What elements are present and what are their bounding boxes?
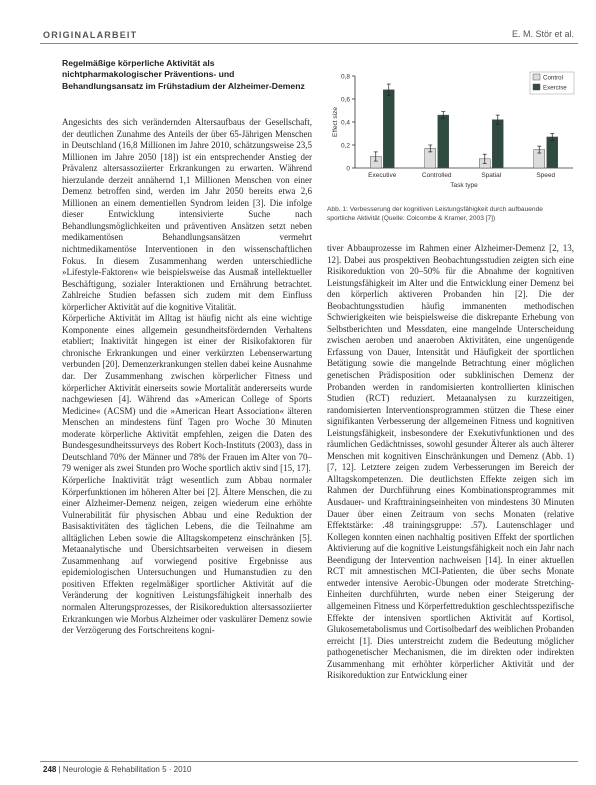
paragraph: tiver Abbauprozesse im Rahmen einer Alzheimer-Demenz [2, 13, 12]. Dabei aus prospektiven Beobachtungsstudien zeigten sich eine Risikoreduktion von 20–50% für die Abnahme der kognitiven Leistungsfähigkeit im Alter und die Entwicklung einer Demenz bei den körperlich aktiveren Probanden hin [2]. Die der Beobachtungsstudien häufig immanenten methodischen Schwierigkeiten wie beispielsweise die diskrepante Erhebung von Selbstberichten und Messdaten, eine mangelnde Unterscheidung zwischen aeroben und anaeroben Aktivitäten, eine ungenügende Erfassung von Dauer, Intensität und Häufigkeit der sportlichen Betätigung sowie die mangelnde Betrachtung einer möglichen genetischen Prädisposition oder subklinischen Demenz der Probanden werden in randomisierten kontrollierten klinischen Studien (RCT) reduziert. Metaanalysen zu kurzzeitigen, randomisierten Interventionsprogrammen stützen die These einer signifikanten Verbesserung der allgemeinen Fitness und kognitiven Leistungsfähigkeit, insbesondere der Exekutivfunktionen und des räumlichen Gedächtnisses, sowohl gesunder Älterer als auch älterer Menschen mit kognitiven Einschränkungen und Demenz (Abb. 1) [7, 12]. Letztere zeigen zudem Verbesserungen im Bereich der Alltagskompetenzen. Die deutlichsten Effekte zeigen sich im Rahmen der Durchführung eines Kombinationsprogrammes mit Ausdauer- und Krafttrainingseinheiten von mindestens 30 Minuten Dauer über einen Zeitraum von sechs Monaten (relative Effektstärke: .48 trainingsgruppe: .57). Lautenschlager und Kollegen konnten einen nachhaltig positiven Effekt der sportlichen Aktivierung auf die kognitive Leistungsfähigkeit noch ein Jahr nach Beendigung der Intervention nachweisen [14]. In einer aktuellen RCT mit amnestischen MCI-Patienten, die über sechs Monate entweder intensive Aerobic-Übungen oder moderate Stretching-Einheiten durchführten, wurde neben einer Steigerung der allgemeinen Fitness und Körperfettreduktion geschlechtsspezifische Effekte der intensiven sportlichen Aktivität auf Kortisol, Glukosemetabolismus und Cortisolbedarf des weiblichen Probanden erreicht [1]. Dies unterstreicht zudem die Bedeutung möglicher pathogenetischer Mechanismen, die im direkten oder indirekten Zusammenhang mit erhöhter körperlicher Aktivität und der Risikoreduktion zur Entwicklung einer bbox=[327, 243, 574, 681]
paragraph: Angesichts des sich verändernden Altersaufbaus der Gesellschaft, der deutlichen Zunahme des Anteils der über 65-Jährigen Menschen in Deutschland (16,8 Millionen im Jahre 2010, schätzungsweise 23,5 Millionen im Jahre 2050 [18]) ist ein entsprechender Anstieg der Prävalenz altersassoziierter Erkrankungen zu erwarten. Während hierzulande derzeit annähernd 1,1 Millionen Menschen von einer Demenz betroffen sind, werden im Jahr 2050 bereits etwa 2,6 Millionen an einem dementiellen Syndrom leiden [3]. Die infolge dieser Entwicklung intensivierte Suche nach Behandlungsmöglichkeiten und präventiven Ansätzen setzt neben medikamentösen Behandlungsansätzen vermehrt nichtmedikamentöse Interventionen in den wissenschaftlichen Fokus. In diesem Zusammenhang werden unterschiedliche »Lifestyle-Faktoren« wie beispielsweise das Ausmaß intellektueller Beschäftigung, sozialer Interaktionen und Ernährung betrachtet. Zahlreiche Studien befassen sich zudem mit dem Einfluss körperlicher Aktivität auf die kognitive Vitalität. bbox=[62, 117, 312, 312]
y-tick-label: 0,8 bbox=[340, 73, 350, 81]
legend-swatch bbox=[533, 74, 540, 80]
bar-exercise bbox=[383, 90, 394, 168]
x-tick-label: Speed bbox=[536, 172, 556, 179]
paragraph: Körperliche Aktivität im Alltag ist häufig nicht als eine wichtige Komponente eines allgemein gesundheitsfördernden Verhaltens etabliert; Inaktivität hingegen ist einer der Risikofaktoren für chronische Erkrankungen und einer verkürzten Lebenserwartung verbunden [20]. Demenzerkrankungen stellen dabei keine Ausnahme dar. Der Zusammenhang zwischen körperlicher Fitness und körperlicher Aktivität einerseits sowie Mortalität andererseits wurde nachgewiesen [4]. Während das »American College of Sports Medicine« (ACSM) und die »American Heart Association« älteren Menschen an mindestens fünf Tagen pro Woche 30 Minuten moderate körperliche Aktivität empfehlen, zeigen die Daten des Bundesgesundheitssurveys des Robert Koch-Instituts (2003), dass in Deutschland 70% der Männer und 78% der Frauen im Alter von 70–79 weniger als zwei Stunden pro Woche sportlich aktiv sind [15, 17]. bbox=[62, 313, 312, 474]
journal-name: | Neurologie & Rehabilitation 5 · 2010 bbox=[58, 765, 192, 774]
y-tick-label: 0 bbox=[346, 165, 350, 173]
y-tick-label: 0,4 bbox=[340, 119, 350, 127]
y-tick-label: 0,6 bbox=[340, 96, 350, 104]
left-text-column bbox=[62, 117, 312, 757]
x-tick-label: Executive bbox=[368, 172, 397, 179]
bar-exercise bbox=[547, 137, 558, 168]
x-tick-label: Controlled bbox=[421, 172, 452, 179]
figure-caption: Abb. 1: Verbesserung der kognitiven Leistungsfähigkeit durch aufbauende sportliche Aktivität (Quelle: Colcombe & Kramer, 2003 [7]) bbox=[327, 206, 543, 222]
effect-size-bar-chart bbox=[327, 68, 583, 206]
bar-exercise bbox=[492, 120, 503, 168]
right-text-column bbox=[327, 243, 574, 757]
y-axis-label: Effect size bbox=[332, 107, 339, 137]
page-number: 248 bbox=[43, 765, 57, 774]
bar-exercise bbox=[438, 115, 449, 168]
header-divider bbox=[40, 43, 578, 44]
page-footer bbox=[43, 765, 191, 774]
x-axis-label: Task type bbox=[450, 182, 478, 189]
legend-label: Exercise bbox=[543, 84, 567, 92]
paragraph: Körperliche Inaktivität trägt wesentlich zum Abbau normaler Körperfunktionen im höheren Alter bei [2]. Ältere Menschen, die zu einer Alzheimer-Demenz neigen, zeigen wiederum eine erhöhte Vulnerabilität für physischen Abbau und eine Reduktion der Basisaktivitäten des täglichen Lebens, die die Teilnahme am alltäglichen Leben sowie die Alltagskompetenz einschränken [5]. Metaanalytische und Übersichtsarbeiten verweisen in diesem Zusammenhang auf vorwiegend positive Ergebnisse aus epidemiologischen Untersuchungen und Humanstudien zu den positiven Effekten regelmäßiger sportlicher Aktivität auf die Veränderung der kognitiven Leistungsfähigkeit innerhalb des normalen Alterungsprozesses, der Risikoreduktion altersassoziierter Erkrankungen wie Morbus Alzheimer oder vaskulärer Demenz sowie der Verzögerung des Fortschreitens kogni- bbox=[62, 474, 312, 636]
author-running-head: E. M. Stör et al. bbox=[511, 29, 574, 39]
y-tick-label: 0,2 bbox=[340, 142, 350, 150]
legend-swatch bbox=[533, 84, 540, 90]
article-title: Regelmäßige körperliche Aktivität als nichtpharmakologischer Präventions- und Behandlungsansatz im Frühstadium der Alzheimer-Demenz bbox=[62, 58, 305, 91]
section-label: ORIGINALARBEIT bbox=[43, 30, 138, 40]
x-tick-label: Spatial bbox=[481, 172, 502, 179]
legend-label: Control bbox=[543, 74, 563, 82]
footer-divider bbox=[40, 761, 578, 762]
